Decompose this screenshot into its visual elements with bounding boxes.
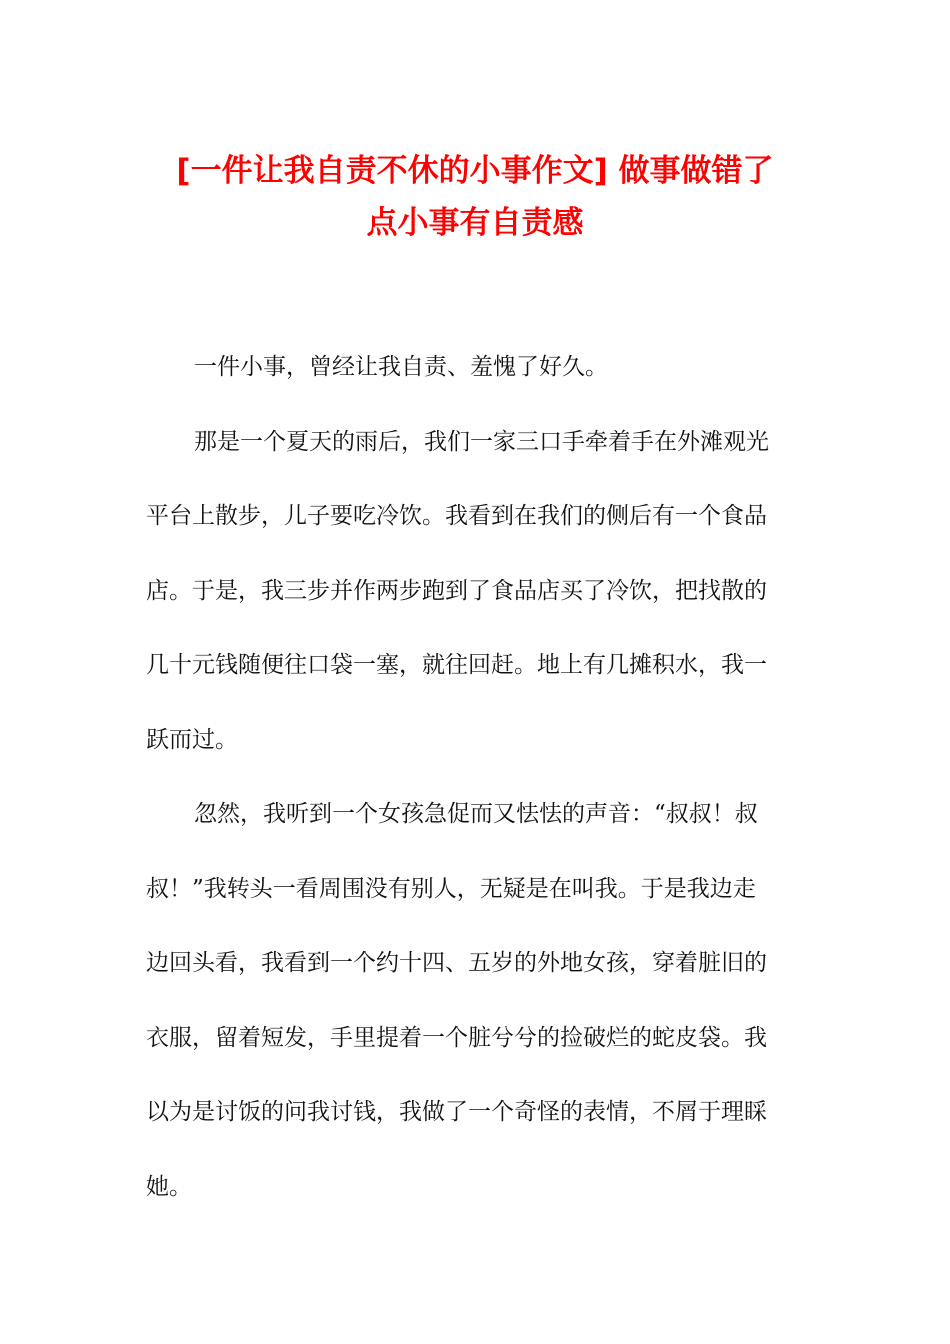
paragraph-3-line-3: 边回头看，我看到一个约十四、五岁的外地女孩，穿着脏旧的 bbox=[146, 950, 767, 976]
document-title bbox=[120, 145, 830, 249]
paragraph-2-line-1: 那是一个夏天的雨后，我们一家三口手牵着手在外滩观光 bbox=[194, 428, 769, 455]
paragraph-2-line-3: 店。于是，我三步并作两步跑到了食品店买了冷饮，把找散的 bbox=[146, 577, 767, 604]
paragraph-3-line-1: 忽然，我听到一个女孩急促而又怯怯的声音：“叔叔！叔 bbox=[194, 801, 758, 827]
title-line-1: [一件让我自责不休的小事作文] 做事做错了 bbox=[176, 153, 774, 189]
paragraph-1-line-1: 一件小事，曾经让我自责、羞愧了好久。 bbox=[194, 354, 608, 380]
paragraph-2-line-5: 跃而过。 bbox=[146, 726, 238, 753]
paragraph-3-line-4: 衣服，留着短发，手里提着一个脏兮兮的捡破烂的蛇皮袋。我 bbox=[146, 1024, 767, 1051]
paragraph-3-line-6: 她。 bbox=[146, 1173, 192, 1200]
paragraph-3-line-5: 以为是讨饭的问我讨钱，我做了一个奇怪的表情，不屑于理睬 bbox=[146, 1099, 767, 1125]
paragraph-3-line-2: 叔！”我转头一看周围没有别人，无疑是在叫我。于是我边走 bbox=[146, 875, 756, 902]
document-body bbox=[146, 330, 794, 1224]
paragraph-2-line-4: 几十元钱随便往口袋一塞，就往回赶。地上有几摊积水，我一 bbox=[146, 652, 767, 678]
title-line-2: 点小事有自责感 bbox=[366, 205, 584, 241]
paragraph-2-line-2: 平台上散步，儿子要吃冷饮。我看到在我们的侧后有一个食品 bbox=[146, 503, 767, 529]
